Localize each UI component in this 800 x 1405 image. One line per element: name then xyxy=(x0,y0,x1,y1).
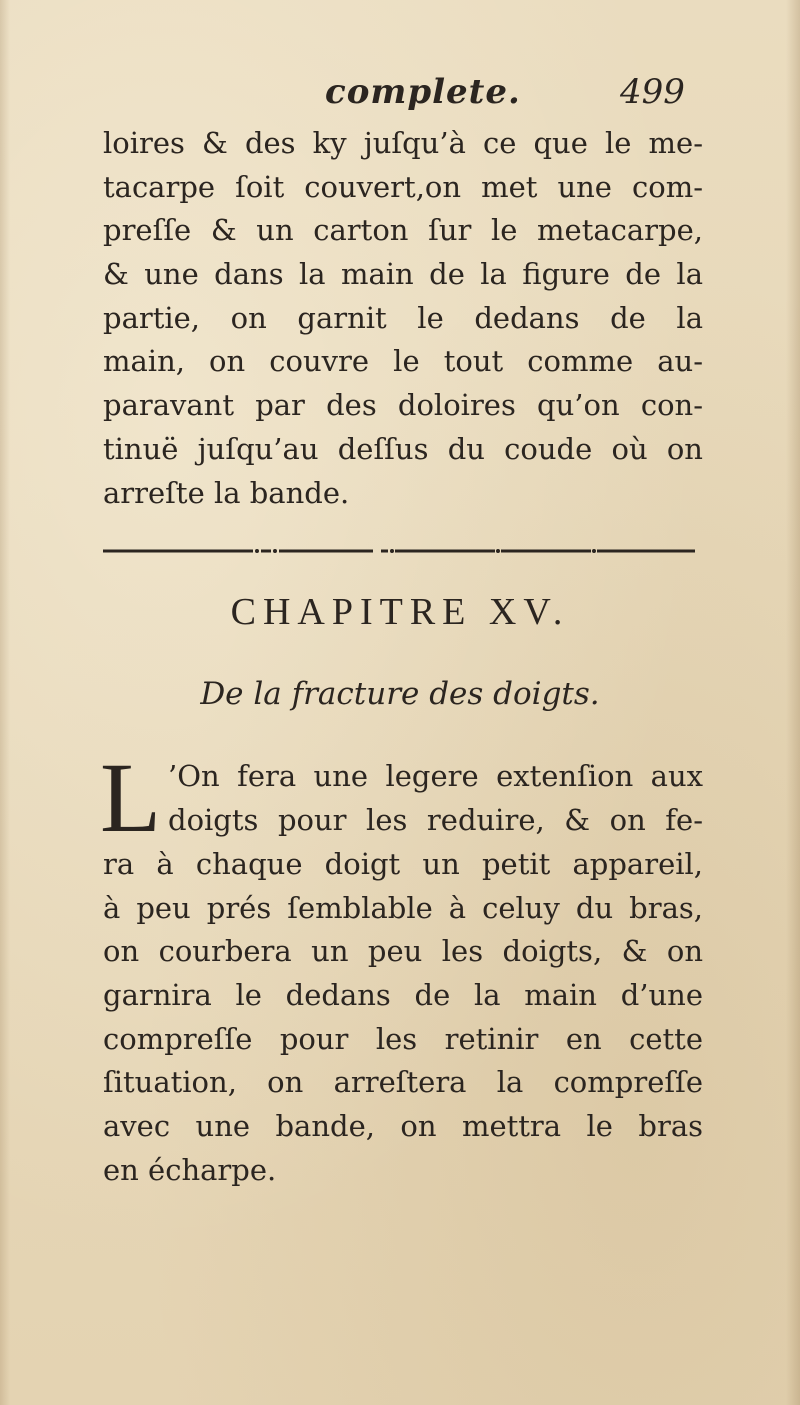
text-line: avec une bande, on mettra le bras xyxy=(103,1109,703,1144)
chapter-title: CHAPITRE XV. xyxy=(230,591,570,633)
text-line: partie, on garnit le dedans de la xyxy=(103,300,703,335)
text-line: doigts pour les reduire, & on fe- xyxy=(168,802,703,837)
text-line: main, on couvre le tout comme au- xyxy=(103,344,703,379)
text-line: garnira le dedans de la main d’une xyxy=(103,978,703,1013)
page-number: 499 xyxy=(620,72,685,112)
text-line: compreſſe pour les retinir en cette xyxy=(103,1021,703,1056)
paragraph-continuation xyxy=(103,122,703,515)
text-line: tinuë juſqu’au deſſus du coude où on xyxy=(103,431,703,466)
chapter-subtitle: De la fracture des doigts. xyxy=(200,676,600,712)
text-line: tacarpe ſoit couvert,on met une com- xyxy=(103,169,703,204)
text-line: arreſte la bande. xyxy=(103,475,350,510)
running-head: complete. xyxy=(325,72,521,112)
paragraph-body xyxy=(103,843,703,1193)
text-line: ’On fera une legere extenſion aux xyxy=(168,759,703,793)
text-line: preſſe & un carton ſur le metacarpe, xyxy=(103,213,703,248)
drop-cap: L xyxy=(100,742,162,853)
text-line: en écharpe. xyxy=(103,1152,277,1187)
ornamental-rule xyxy=(103,546,695,556)
text-line: ſituation, on arreſtera la compreſſe xyxy=(103,1065,703,1100)
paragraph-lead-lines xyxy=(168,755,703,842)
text-line: à peu prés ſemblable à celuy du bras, xyxy=(103,890,703,925)
text-line: ra à chaque doigt un petit appareil, xyxy=(103,847,703,881)
text-line: paravant par des doloires qu’on con- xyxy=(103,388,703,423)
text-line: loires & des ky juſqu’à ce que le me- xyxy=(103,126,703,160)
text-line: & une dans la main de la figure de la xyxy=(103,257,703,292)
text-line: on courbera un peu les doigts, & on xyxy=(103,934,703,969)
ornamental-rule-graphic xyxy=(103,546,695,556)
